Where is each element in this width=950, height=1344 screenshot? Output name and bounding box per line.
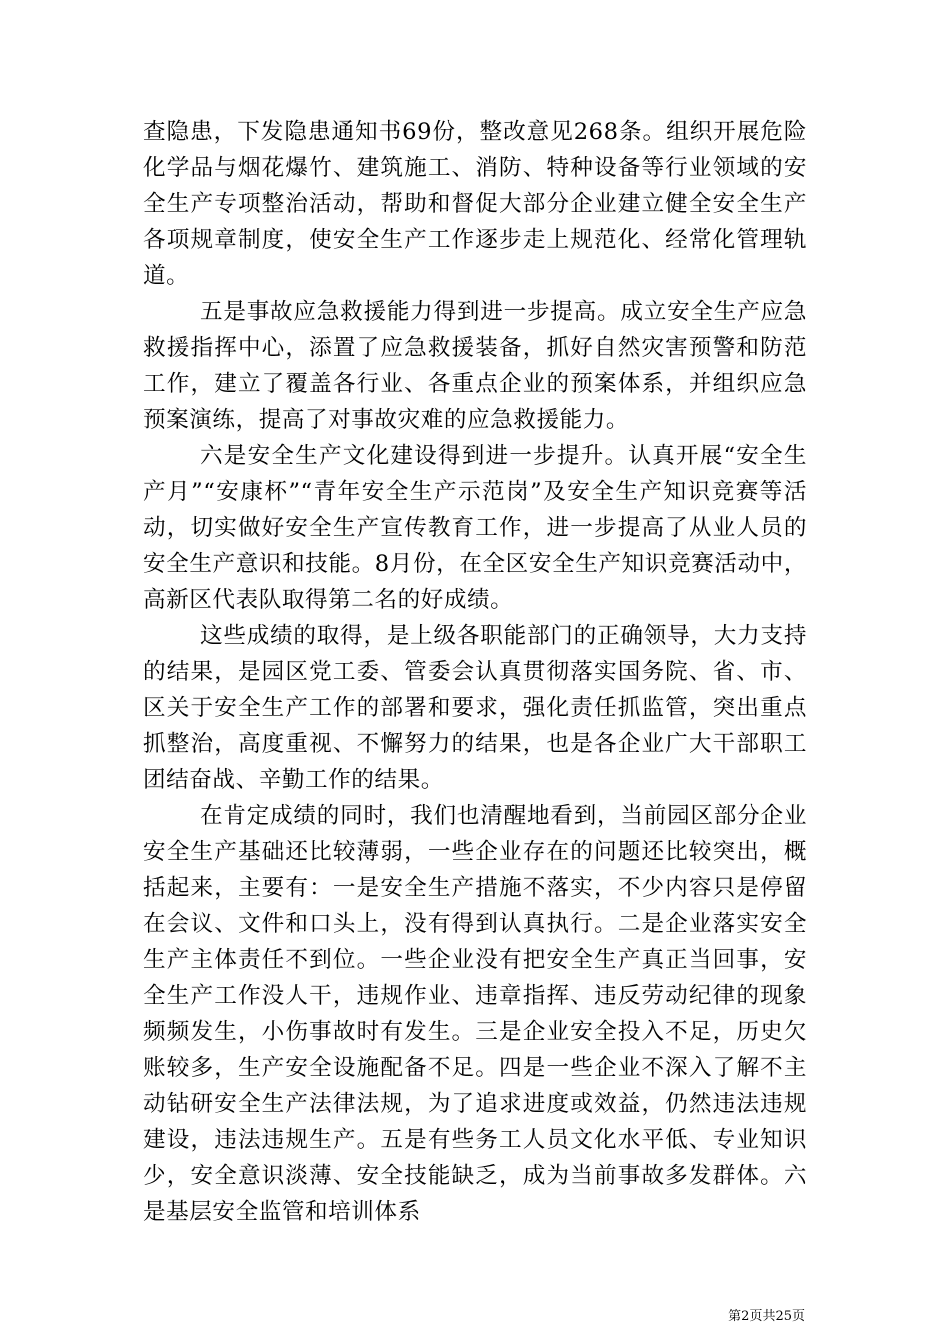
paragraph: 在肯定成绩的同时，我们也清醒地看到，当前园区部分企业安全生产基础还比较薄弱，一些企业存在的问题还比较突出，概括起来，主要有：一是安全生产措施不落实，不少内容只是停留在会议、文件和口头上，没有得到认真执行。二是企业落实安全生产主体责任不到位。一些企业没有把安全生产真正当回事，安全生产工作没人干，违规作业、违章指挥、违反劳动纪律的现象频频发生，小伤事故时有发生。三是企业安全投入不足，历史欠账较多，生产安全设施配备不足。四是一些企业不深入了解不主动钻研安全生产法律法规，为了追求进度或效益，仍然违法违规建设，违法违规生产。五是有些务工人员文化水平低、专业知识少，安全意识淡薄、安全技能缺乏，成为当前事故多发群体。六是基层安全监管和培训体系 <box>143 803 807 1225</box>
body-text <box>143 114 807 1230</box>
paragraph: 这些成绩的取得，是上级各职能部门的正确领导，大力支持的结果，是园区党工委、管委会认真贯彻落实国务院、省、市、区关于安全生产工作的部署和要求，强化责任抓监管，突出重点抓整治，高度重视、不懈努力的结果，也是各企业广大干部职工团结奋战、辛勤工作的结果。 <box>143 623 807 793</box>
paragraph: 查隐患，下发隐患通知书69份，整改意见268条。组织开展危险化学品与烟花爆竹、建筑施工、消防、特种设备等行业领域的安全生产专项整治活动，帮助和督促大部分企业建立健全安全生产各项规章制度，使安全生产工作逐步走上规范化、经常化管理轨道。 <box>143 119 807 289</box>
paragraph: 六是安全生产文化建设得到进一步提升。认真开展“安全生产月”“安康杯”“青年安全生产示范岗”及安全生产知识竞赛等活动，切实做好安全生产宣传教育工作，进一步提高了从业人员的安全生产意识和技能。8月份，在全区安全生产知识竞赛活动中，高新区代表队取得第二名的好成绩。 <box>143 443 807 613</box>
paragraph: 五是事故应急救援能力得到进一步提高。成立安全生产应急救援指挥中心，添置了应急救援装备，抓好自然灾害预警和防范工作，建立了覆盖各行业、各重点企业的预案体系，并组织应急预案演练，提高了对事故灾难的应急救援能力。 <box>143 299 807 433</box>
page-number-footer: 第2页共25页 <box>728 1309 805 1324</box>
